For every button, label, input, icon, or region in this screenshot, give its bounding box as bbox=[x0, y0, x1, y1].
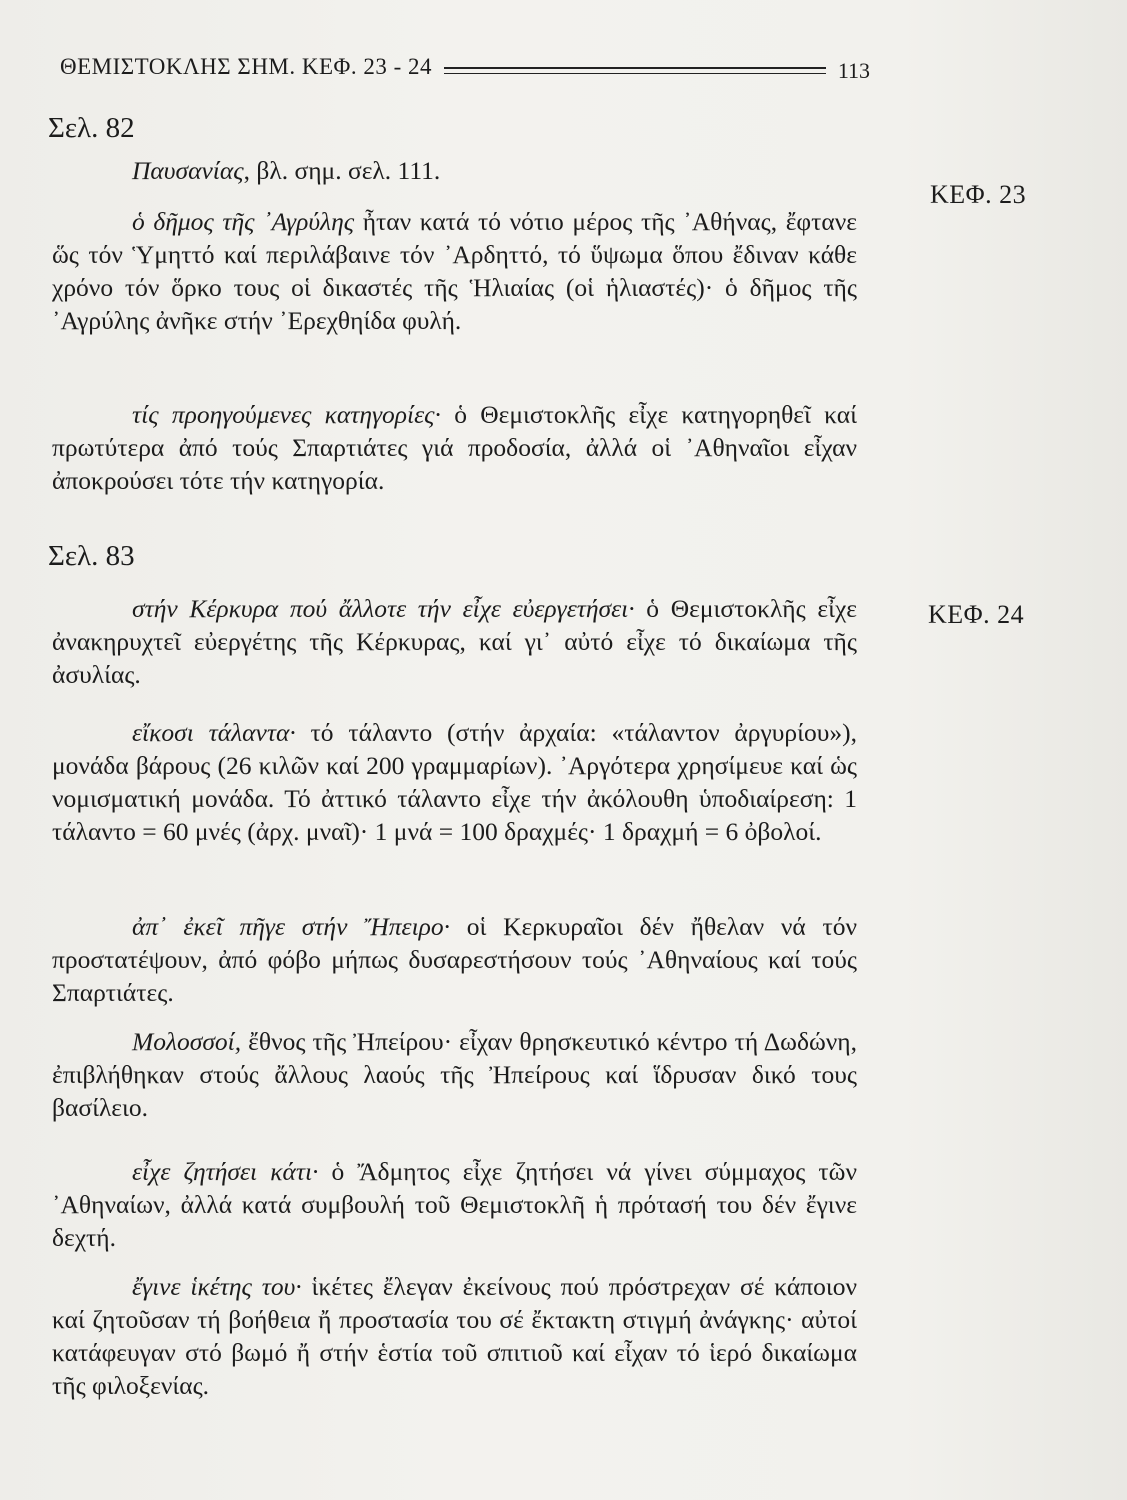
header-rule bbox=[444, 67, 826, 74]
note-lead: Παυσανίας bbox=[132, 156, 244, 185]
note-lead: ὁ δῆμος τῆς ᾿Αγρύλης bbox=[132, 207, 355, 236]
note-paragraph bbox=[52, 1270, 857, 1402]
note-paragraph bbox=[52, 910, 857, 1009]
section-heading-sel-83: Σελ. 83 bbox=[48, 540, 135, 572]
note-paragraph bbox=[52, 1025, 857, 1124]
running-head-title: ΘΕΜΙΣΤΟΚΛΗΣ ΣΗΜ. ΚΕΦ. 23 - 24 bbox=[60, 54, 433, 79]
note-paragraph bbox=[52, 398, 857, 497]
note-text: οἱ Κερκυραῖοι δέν ἤθελαν νά τόν προστατέψουν, ἀπό φόβο μήπως δυσαρεστήσουν τούς ᾿Αθηναίους καί τούς Σπαρτιάτες. bbox=[52, 912, 857, 1007]
note-lead: Μολοσσοί, bbox=[132, 1027, 242, 1056]
note-text: ἦταν κατά τό νότιο μέρος τῆς ᾿Αθήνας, ἔφτανε ὥς τόν Ὑμηττό καί περιλάβαινε τόν ᾿Αρδηττό, τό ὕψωμα ὅπου ἔδιναν κάθε χρόνο τόν ὅρκο τους οἱ δικαστές τῆς Ἡλιαίας (οἱ ἡλιαστές)· ὁ δῆμος τῆς ᾿Αγρύλης ἀνῆκε στήν ᾿Ερεχθηίδα φυλή. bbox=[52, 207, 857, 335]
note-text: ὁ Θεμιστοκλῆς εἶχε ἀνακηρυχτεῖ εὐεργέτης τῆς Κέρκυρας, καί γι᾿ αὐτό εἶχε τό δικαίωμα τῆς ἀσυλίας. bbox=[52, 594, 857, 689]
note-text: τό τάλαντο (στήν ἀρχαία: «τάλαντον ἀργυρίου»), μονάδα βάρους (26 κιλῶν καί 200 γραμμαρίων). ᾿Αργότερα χρησίμευε καί ὡς νομισματική μονάδα. Τό ἀττικό τάλαντο εἶχε τήν ἀκόλουθη ὑποδιαίρεση: 1 τάλαντο = 60 μνές (ἀρχ. μναῖ)· 1 μνά = 100 δραχμές· 1 δραχμή = 6 ὀβολοί. bbox=[52, 718, 857, 846]
margin-label-kef-24: ΚΕΦ. 24 bbox=[928, 600, 1025, 629]
note-paragraph bbox=[52, 716, 857, 848]
note-lead: τίς προηγούμενες κατηγορίες· bbox=[132, 400, 441, 429]
note-lead: ἔγινε ἱκέτης του· bbox=[132, 1272, 302, 1301]
note-paragraph bbox=[52, 1155, 857, 1254]
note-paragraph bbox=[52, 592, 857, 691]
note-lead: εἴκοσι τάλαντα· bbox=[132, 718, 296, 747]
note-paragraph bbox=[52, 205, 857, 337]
note-text: , βλ. σημ. σελ. 111. bbox=[243, 156, 441, 185]
margin-label-kef-23: ΚΕΦ. 23 bbox=[930, 180, 1027, 209]
running-head bbox=[60, 52, 870, 82]
note-paragraph bbox=[52, 154, 857, 187]
note-text: ἔθνος τῆς Ἠπείρου· εἶχαν θρησκευτικό κέντρο τή Δωδώνη, ἐπιβλήθηκαν στούς ἄλλους λαούς τῆς Ἠπείρους καί ἵδρυσαν δικό τους βασίλειο. bbox=[52, 1027, 857, 1122]
note-lead: εἶχε ζητήσει κάτι· bbox=[132, 1157, 319, 1186]
note-text: ὁ Ἄδμητος εἶχε ζητήσει νά γίνει σύμμαχος τῶν ᾿Αθηναίων, ἀλλά κατά συμβουλή τοῦ Θεμιστοκλῆ ἡ πρότασή του δέν ἔγινε δεχτή. bbox=[52, 1157, 857, 1252]
note-lead: στήν Κέρκυρα πού ἄλλοτε τήν εἶχε εὐεργετήσει· bbox=[132, 594, 635, 623]
note-text: ἱκέτες ἔλεγαν ἐκείνους πού πρόστρεχαν σέ κάποιον καί ζητοῦσαν τή βοήθεια ἤ προστασία του σέ ἔκτακτη στιγμή ἀνάγκης· αὐτοί κατάφευγαν στό βωμό ἤ στήν ἑστία τοῦ σπιτιοῦ καί εἶχαν τό ἱερό δικαίωμα τῆς φιλοξενίας. bbox=[52, 1272, 857, 1400]
page-number: 113 bbox=[837, 58, 870, 83]
section-heading-sel-82: Σελ. 82 bbox=[48, 112, 135, 144]
note-text: ὁ Θεμιστοκλῆς εἶχε κατηγορηθεῖ καί πρωτύτερα ἀπό τούς Σπαρτιάτες γιά προδοσία, ἀλλά οἱ ᾿Αθηναῖοι εἶχαν ἀποκρούσει τότε τήν κατηγορία. bbox=[52, 400, 857, 495]
note-lead: ἀπ᾿ ἐκεῖ πῆγε στήν Ἤπειρο· bbox=[132, 912, 451, 941]
